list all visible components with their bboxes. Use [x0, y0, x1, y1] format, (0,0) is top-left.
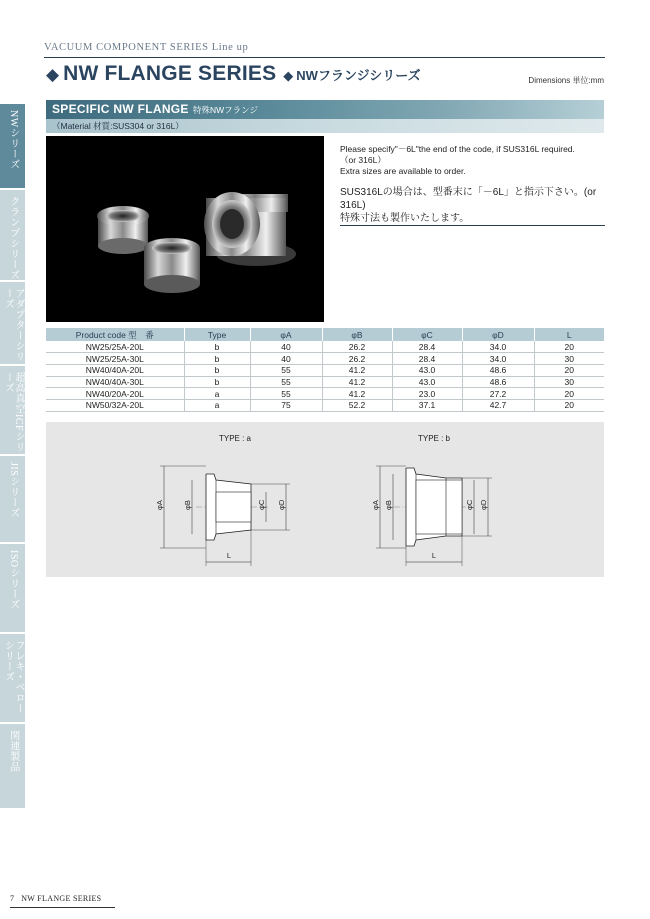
- table-row: [46, 353, 604, 365]
- cell-type: b: [184, 353, 250, 365]
- section-title: SPECIFIC NW FLANGE: [52, 102, 189, 116]
- dimension-label: φD: [479, 499, 488, 510]
- cell-l: 30: [534, 353, 604, 365]
- table-row: [46, 399, 604, 411]
- product-photo: [46, 136, 324, 322]
- page-title: [46, 62, 421, 86]
- cell-c: 43.0: [392, 376, 462, 388]
- cell-product-code: NW50/32A-20L: [46, 399, 184, 411]
- cell-product-code: NW25/25A-20L: [46, 341, 184, 353]
- cell-a: 55: [250, 376, 322, 388]
- type-a-label: TYPE : a: [218, 434, 252, 443]
- material-bar: [46, 119, 604, 133]
- cell-l: 20: [534, 341, 604, 353]
- cell-d: 34.0: [462, 341, 534, 353]
- dimension-label: φA: [155, 500, 164, 510]
- header-c: φC: [392, 328, 462, 341]
- side-tab-label: 超高真空ICFシリーズ: [2, 372, 24, 453]
- side-tab-label: JISシリーズ: [7, 462, 19, 519]
- table-row: [46, 364, 604, 376]
- dimension-label: φD: [277, 499, 286, 510]
- cell-c: 28.4: [392, 353, 462, 365]
- table-row: [46, 388, 604, 400]
- cell-d: 48.6: [462, 364, 534, 376]
- cell-c: 28.4: [392, 341, 462, 353]
- drawing-type-a: [155, 434, 290, 566]
- cell-d: 48.6: [462, 376, 534, 388]
- side-tab-label: クランプシリーズ: [7, 196, 19, 280]
- title-main: NW FLANGE SERIES: [63, 62, 277, 85]
- section-title-jp: 特殊NWフランジ: [193, 105, 258, 115]
- side-tab-jis[interactable]: [0, 456, 25, 544]
- cell-b: 26.2: [322, 341, 392, 353]
- table-header-row: [46, 328, 604, 341]
- note-en-1: Please specify"－6L"the end of the code, if SUS316L required.: [340, 144, 575, 154]
- cell-l: 20: [534, 364, 604, 376]
- cell-d: 42.7: [462, 399, 534, 411]
- dimension-label: L: [226, 551, 232, 560]
- cell-c: 37.1: [392, 399, 462, 411]
- table-row: [46, 376, 604, 388]
- side-tab-flex[interactable]: [0, 634, 25, 724]
- cell-b: 26.2: [322, 353, 392, 365]
- side-tab-label: ISOシリーズ: [7, 550, 19, 610]
- side-tab-iso[interactable]: [0, 544, 25, 634]
- cell-a: 55: [250, 364, 322, 376]
- dimension-label: φB: [183, 500, 192, 510]
- title-jp: NWフランジシリーズ: [296, 68, 421, 83]
- notes-block: [340, 144, 605, 225]
- cell-c: 23.0: [392, 388, 462, 400]
- side-tab-icf[interactable]: [0, 366, 25, 456]
- footer-rule: [10, 907, 115, 908]
- dimension-label: L: [431, 551, 437, 560]
- material-text: （Material 材質:SUS304 or 316L）: [52, 121, 184, 131]
- cell-a: 40: [250, 353, 322, 365]
- cell-type: b: [184, 376, 250, 388]
- cell-b: 41.2: [322, 388, 392, 400]
- flange-large-image: [204, 192, 296, 266]
- cell-c: 43.0: [392, 364, 462, 376]
- cell-b: 52.2: [322, 399, 392, 411]
- cell-type: b: [184, 364, 250, 376]
- cell-l: 20: [534, 399, 604, 411]
- diamond-icon: ◆: [283, 68, 294, 83]
- cell-d: 27.2: [462, 388, 534, 400]
- side-tab-clamp[interactable]: [0, 190, 25, 282]
- cell-type: a: [184, 388, 250, 400]
- flange-small-image: [97, 206, 149, 254]
- dimension-label: φB: [384, 500, 393, 510]
- page-number: 7: [10, 894, 15, 903]
- diamond-icon: ◆: [46, 65, 60, 84]
- note-jp-1: SUS316Lの場合は、型番末に「－6L」と指示下さい。(or 316L): [340, 187, 597, 211]
- cell-a: 40: [250, 341, 322, 353]
- note-jp-2: 特殊寸法も製作いたします。: [340, 213, 470, 224]
- page-footer: [10, 894, 101, 903]
- cell-a: 75: [250, 399, 322, 411]
- dimensions-unit: Dimensions 単位:mm: [528, 76, 604, 85]
- cell-d: 34.0: [462, 353, 534, 365]
- side-tab-adapter[interactable]: [0, 282, 25, 366]
- header-d: φD: [462, 328, 534, 341]
- side-tab-label: アダプターシリーズ: [2, 288, 24, 362]
- side-tab-label: 関連製品: [7, 730, 19, 772]
- cell-a: 55: [250, 388, 322, 400]
- note-en-2: （or 316L）: [340, 155, 386, 165]
- header-l: L: [534, 328, 604, 341]
- cell-product-code: NW25/25A-30L: [46, 353, 184, 365]
- drawing-type-b: [371, 434, 492, 566]
- header-b: φB: [322, 328, 392, 341]
- dimension-label: φC: [465, 499, 474, 510]
- cell-type: a: [184, 399, 250, 411]
- cell-l: 30: [534, 376, 604, 388]
- dimension-label: φA: [371, 500, 380, 510]
- spec-table: [46, 328, 604, 412]
- cell-b: 41.2: [322, 376, 392, 388]
- footer-text: NW FLANGE SERIES: [21, 894, 102, 903]
- side-tab-related[interactable]: [0, 724, 25, 810]
- section-header: [46, 100, 604, 119]
- table-row: [46, 341, 604, 353]
- note-en-3: Extra sizes are available to order.: [340, 166, 466, 176]
- header-a: φA: [250, 328, 322, 341]
- cell-product-code: NW40/40A-30L: [46, 376, 184, 388]
- cell-type: b: [184, 341, 250, 353]
- header-product-code: Product code 型 番: [46, 328, 184, 341]
- side-tab-label: NWシリーズ: [7, 110, 19, 170]
- header-type: Type: [184, 328, 250, 341]
- cell-product-code: NW40/40A-20L: [46, 364, 184, 376]
- dimension-label: φC: [257, 499, 266, 510]
- series-line: VACUUM COMPONENT SERIES Line up: [44, 42, 249, 53]
- cell-l: 20: [534, 388, 604, 400]
- side-tab-nw[interactable]: [0, 104, 25, 190]
- cell-b: 41.2: [322, 364, 392, 376]
- cell-product-code: NW40/20A-20L: [46, 388, 184, 400]
- notes-rule: [340, 225, 605, 226]
- flange-medium-image: [144, 238, 200, 293]
- header-rule: [44, 57, 605, 58]
- type-b-label: TYPE : b: [417, 434, 451, 443]
- technical-drawings: [46, 422, 604, 577]
- side-tab-label: フレキ・ベローシリーズ: [2, 640, 24, 714]
